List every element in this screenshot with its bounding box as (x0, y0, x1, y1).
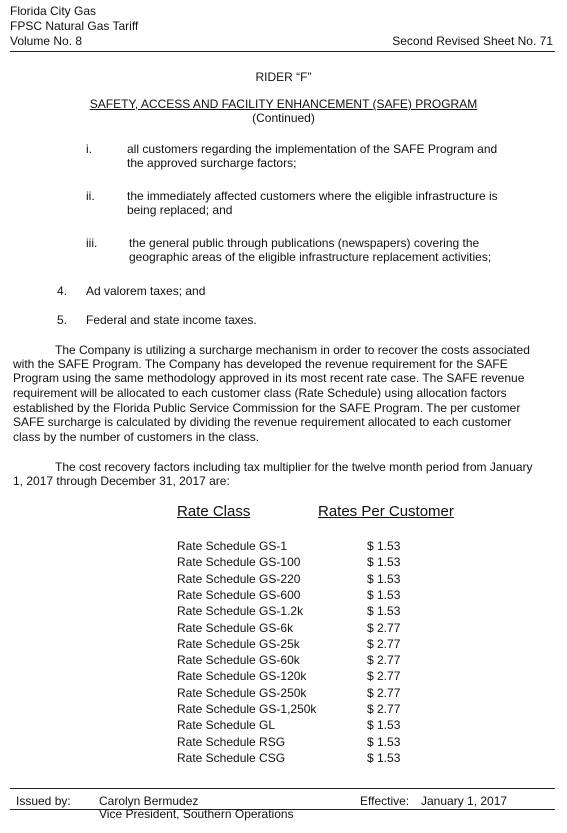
paragraph-line: with the SAFE Program. The Company has developed the revenue requirement for the SAFE (13, 357, 508, 371)
continued-label: (Continued) (252, 111, 315, 125)
rate-value-cell: $ 2.77 (367, 653, 401, 667)
sub-item-line: geographic areas of the eligible infrastructure replacement activities; (129, 250, 492, 264)
rate-class-cell: Rate Schedule GS-100 (177, 555, 301, 569)
rate-value-cell: $ 2.77 (367, 621, 401, 635)
rider-title: RIDER “F” (255, 70, 312, 84)
item-text: Ad valorem taxes; and (86, 284, 206, 298)
rate-class-cell: Rate Schedule GS-6k (177, 621, 294, 635)
rate-class-cell: Rate Schedule GS-250k (177, 686, 307, 700)
rate-class-cell: Rate Schedule GS-220 (177, 572, 301, 586)
rate-class-cell: Rate Schedule GL (177, 718, 276, 732)
rate-value-cell: $ 1.53 (367, 735, 401, 749)
footer-issued-title: Vice President, Southern Operations (99, 807, 294, 821)
item-number: 4. (57, 284, 68, 298)
rate-class-cell: Rate Schedule GS-1 (177, 539, 288, 553)
rate-class-cell: Rate Schedule GS-25k (177, 637, 300, 651)
item-number: 5. (57, 313, 68, 327)
paragraph-line: The Company is utilizing a surcharge mechanism in order to recover the costs associated (55, 343, 530, 357)
paragraph-line: requirement will be allocated to each customer class (Rate Schedule) using allocation factors (13, 386, 507, 400)
sub-item-number: ii. (86, 189, 95, 203)
rate-class-cell: Rate Schedule GS-600 (177, 588, 301, 602)
rate-value-cell: $ 2.77 (367, 686, 401, 700)
rate-value-cell: $ 1.53 (367, 588, 401, 602)
rate-value-cell: $ 1.53 (367, 751, 401, 765)
rate-value-cell: $ 1.53 (367, 539, 401, 553)
rate-class-cell: Rate Schedule CSG (177, 751, 286, 765)
sub-item-line: the approved surcharge factors; (127, 156, 297, 170)
rate-value-cell: $ 2.77 (367, 637, 401, 651)
header-rule (10, 51, 555, 52)
rate-value-cell: $ 1.53 (367, 604, 401, 618)
footer-effective-date: January 1, 2017 (421, 794, 508, 808)
rate-class-cell: Rate Schedule GS-1,250k (177, 702, 317, 716)
footer-issued-name: Carolyn Bermudez (99, 794, 199, 808)
sub-item-number: iii. (86, 236, 98, 250)
program-title: SAFETY, ACCESS AND FACILITY ENHANCEMENT (SAFE) PROGRAM (89, 97, 478, 111)
table-header-rates-per-customer: Rates Per Customer (318, 503, 454, 520)
rate-class-cell: Rate Schedule GS-60k (177, 653, 300, 667)
rate-class-cell: Rate Schedule RSG (177, 735, 286, 749)
header-sheet: Second Revised Sheet No. 71 (392, 34, 553, 48)
footer-issued-label: Issued by: (16, 794, 71, 808)
paragraph-line: The cost recovery factors including tax multiplier for the twelve month period from January (55, 460, 533, 474)
rate-value-cell: $ 1.53 (367, 555, 401, 569)
sub-item-number: i. (86, 142, 92, 156)
header-company: Florida City Gas (10, 4, 97, 18)
table-header-rate-class: Rate Class (177, 503, 251, 520)
rate-value-cell: $ 2.77 (367, 702, 401, 716)
header-tariff: FPSC Natural Gas Tariff (10, 19, 139, 33)
rate-value-cell: $ 1.53 (367, 572, 401, 586)
paragraph-line: Program using the same methodology approved in its most recent rate case. The SAFE revenue (13, 371, 525, 385)
sub-item-line: the immediately affected customers where the eligible infrastructure is (127, 189, 498, 203)
item-text: Federal and state income taxes. (86, 313, 257, 327)
rate-class-cell: Rate Schedule GS-120k (177, 669, 307, 683)
rate-class-cell: Rate Schedule GS-1.2k (177, 604, 304, 618)
paragraph-line: established by the Florida Public Service Commission for the SAFE Program. The per customer (13, 401, 521, 415)
rate-value-cell: $ 2.77 (367, 669, 401, 683)
sub-item-line: all customers regarding the implementation of the SAFE Program and (127, 142, 498, 156)
paragraph-line: SAFE surcharge is calculated by dividing the revenue requirement allocated to each customer (13, 415, 512, 429)
paragraph-line: class by the number of customers in the class. (13, 430, 260, 444)
sub-item-line: being replaced; and (127, 203, 233, 217)
paragraph-line: 1, 2017 through December 31, 2017 are: (13, 474, 230, 488)
rate-value-cell: $ 1.53 (367, 718, 401, 732)
sub-item-line: the general public through publications (newspapers) covering the (129, 236, 480, 250)
footer-effective-label: Effective: (360, 794, 410, 808)
header-volume: Volume No. 8 (10, 34, 83, 48)
footer-rule-top (10, 788, 555, 789)
